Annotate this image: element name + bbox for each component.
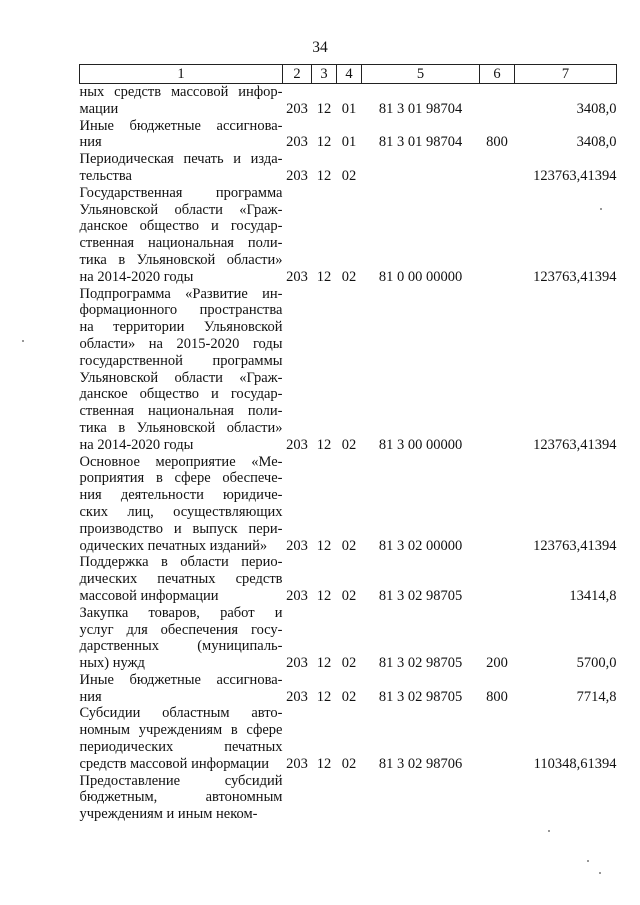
expense-type-code xyxy=(480,454,515,555)
description-line: тика в Ульяновской области» xyxy=(79,419,283,436)
description-line: ственная национальная поли- xyxy=(79,403,283,420)
admin-code: 203 xyxy=(286,268,308,285)
description-line: Периодическая печать и изда- xyxy=(79,151,283,168)
subsection-code: 02 xyxy=(341,587,357,604)
page-number: 34 xyxy=(312,39,328,56)
scan-speck xyxy=(587,860,589,862)
description-line: данское общество и государ- xyxy=(79,218,283,235)
target-article-code: 81 3 02 98705 xyxy=(378,587,463,604)
section-code: 12 xyxy=(316,537,332,554)
description-line: Поддержка в области перио- xyxy=(79,554,283,571)
row-description xyxy=(80,773,283,823)
target-article-code: 81 3 01 98704 xyxy=(378,100,463,117)
row-description xyxy=(80,84,283,118)
description-line: дических печатных средств xyxy=(79,571,283,588)
description-line: Ульяновской области «Граж- xyxy=(79,201,283,218)
description-line: мации xyxy=(79,100,119,117)
description-line: ских лиц, осуществляющих xyxy=(79,503,283,520)
subsection-code: 02 xyxy=(341,436,357,453)
description-line: учреждениям и иным неком- xyxy=(79,806,258,823)
amount: 123763,41394 xyxy=(533,436,617,453)
section-code: 12 xyxy=(316,587,332,604)
table-row xyxy=(80,605,617,672)
description-line: дарственных (муниципаль- xyxy=(79,638,283,655)
section-code: 12 xyxy=(316,755,332,772)
description-line: номным учреждениям в сфере xyxy=(79,722,283,739)
admin-code: 203 xyxy=(286,537,308,554)
description-line: Ульяновской области «Граж- xyxy=(79,369,283,386)
description-line: Основное мероприятие «Ме- xyxy=(79,453,283,470)
description-line: ных) нужд xyxy=(79,655,145,672)
expense-type-code xyxy=(480,151,515,185)
row-description xyxy=(80,454,283,555)
row-description xyxy=(80,185,283,286)
description-line: Субсидии областным авто- xyxy=(79,705,283,722)
scan-speck xyxy=(600,208,602,210)
section-code xyxy=(312,773,337,823)
description-line: Иные бюджетные ассигнова- xyxy=(79,117,283,134)
subsection-code: 02 xyxy=(341,655,357,672)
budget-table xyxy=(79,64,617,823)
target-article-code: 81 3 02 98705 xyxy=(378,655,463,672)
description-line: средств массовой информации xyxy=(79,755,270,772)
row-description xyxy=(80,286,283,454)
target-article-code: 81 3 02 98705 xyxy=(378,688,463,705)
column-header: 6 xyxy=(480,65,515,84)
column-header: 2 xyxy=(283,65,312,84)
admin-code: 203 xyxy=(286,587,308,604)
description-line: ственная национальная поли- xyxy=(79,235,283,252)
description-line: бюджетным, автономным xyxy=(79,789,283,806)
table-row xyxy=(80,84,617,118)
subsection-code xyxy=(337,773,362,823)
description-line: Государственная программа xyxy=(79,184,283,201)
admin-code xyxy=(283,773,312,823)
section-code: 12 xyxy=(316,100,332,117)
description-line: ных средств массовой инфор- xyxy=(79,84,283,100)
section-code: 12 xyxy=(316,436,332,453)
table-header-row xyxy=(80,65,617,84)
description-line: Предоставление субсидий xyxy=(79,772,283,789)
description-line: ния деятельности юридиче- xyxy=(79,487,283,504)
scan-speck xyxy=(599,872,601,874)
amount xyxy=(515,773,617,823)
amount: 3408,0 xyxy=(576,100,617,117)
section-code: 12 xyxy=(316,655,332,672)
column-header: 7 xyxy=(515,65,617,84)
amount: 123763,41394 xyxy=(533,537,617,554)
column-header: 4 xyxy=(337,65,362,84)
row-description xyxy=(80,672,283,706)
description-line: ния xyxy=(79,134,102,151)
table-row xyxy=(80,773,617,823)
expense-type-code xyxy=(480,554,515,604)
description-line: области» на 2015-2020 годы xyxy=(79,335,283,352)
admin-code: 203 xyxy=(286,655,308,672)
description-line: ния xyxy=(79,688,102,705)
target-article-code: 81 3 00 00000 xyxy=(378,436,463,453)
row-description xyxy=(80,605,283,672)
table-row xyxy=(80,151,617,185)
subsection-code: 01 xyxy=(341,134,357,151)
expense-type-code: 800 xyxy=(486,688,508,705)
description-line: на 2014-2020 годы xyxy=(79,268,194,285)
table-row xyxy=(80,185,617,286)
column-header: 3 xyxy=(312,65,337,84)
table-row xyxy=(80,554,617,604)
section-code: 12 xyxy=(316,688,332,705)
admin-code: 203 xyxy=(286,688,308,705)
amount: 110348,61394 xyxy=(533,755,617,772)
description-line: производство и выпуск пери- xyxy=(79,520,283,537)
table-row xyxy=(80,454,617,555)
description-line: на 2014-2020 годы xyxy=(79,436,194,453)
target-article-code: 81 3 01 98704 xyxy=(378,134,463,151)
table-row xyxy=(80,286,617,454)
amount: 13414,8 xyxy=(569,587,617,604)
description-line: массовой информации xyxy=(79,587,219,604)
target-article-code: 81 3 02 98706 xyxy=(378,755,463,772)
admin-code: 203 xyxy=(286,436,308,453)
row-description xyxy=(80,705,283,772)
expense-type-code xyxy=(480,84,515,118)
description-line: тельства xyxy=(79,167,132,184)
expense-type-code: 800 xyxy=(486,134,508,151)
description-line: данское общество и государ- xyxy=(79,386,283,403)
description-line: Подпрограмма «Развитие ин- xyxy=(79,285,283,302)
subsection-code: 02 xyxy=(341,268,357,285)
amount: 3408,0 xyxy=(576,134,617,151)
expense-type-code xyxy=(480,185,515,286)
description-line: государственной программы xyxy=(79,352,283,369)
description-line: Закупка товаров, работ и xyxy=(79,604,283,621)
row-description xyxy=(80,118,283,152)
description-line: формационного пространства xyxy=(79,302,283,319)
table-row xyxy=(80,118,617,152)
description-line: периодических печатных xyxy=(79,739,283,756)
description-line: Иные бюджетные ассигнова- xyxy=(79,671,283,688)
column-header: 5 xyxy=(362,65,480,84)
subsection-code: 02 xyxy=(341,688,357,705)
amount: 5700,0 xyxy=(576,655,617,672)
description-line: на территории Ульяновской xyxy=(79,319,283,336)
description-line: услуг для обеспечения госу- xyxy=(79,621,283,638)
expense-type-code xyxy=(480,773,515,823)
subsection-code: 02 xyxy=(341,537,357,554)
section-code: 12 xyxy=(316,268,332,285)
target-article-code: 81 0 00 00000 xyxy=(378,268,463,285)
target-article-code: 81 3 02 00000 xyxy=(378,537,463,554)
section-code: 12 xyxy=(316,134,332,151)
row-description xyxy=(80,151,283,185)
description-line: тика в Ульяновской области» xyxy=(79,251,283,268)
table-row xyxy=(80,672,617,706)
amount: 123763,41394 xyxy=(533,268,617,285)
row-description xyxy=(80,554,283,604)
amount: 7714,8 xyxy=(576,688,617,705)
description-line: одических печатных изданий» xyxy=(79,537,268,554)
subsection-code: 01 xyxy=(341,100,357,117)
amount: 123763,41394 xyxy=(533,167,617,184)
description-line: роприятия в сфере обеспече- xyxy=(79,470,283,487)
column-header: 1 xyxy=(80,65,283,84)
target-article-code xyxy=(362,773,480,823)
expense-type-code xyxy=(480,286,515,454)
admin-code: 203 xyxy=(286,167,308,184)
scan-speck xyxy=(22,340,24,342)
target-article-code xyxy=(362,151,480,185)
expense-type-code: 200 xyxy=(486,655,508,672)
section-code: 12 xyxy=(316,167,332,184)
subsection-code: 02 xyxy=(341,167,357,184)
table-row xyxy=(80,705,617,772)
expense-type-code xyxy=(480,705,515,772)
admin-code: 203 xyxy=(286,134,308,151)
scan-speck xyxy=(548,830,550,832)
admin-code: 203 xyxy=(286,755,308,772)
admin-code: 203 xyxy=(286,100,308,117)
subsection-code: 02 xyxy=(341,755,357,772)
